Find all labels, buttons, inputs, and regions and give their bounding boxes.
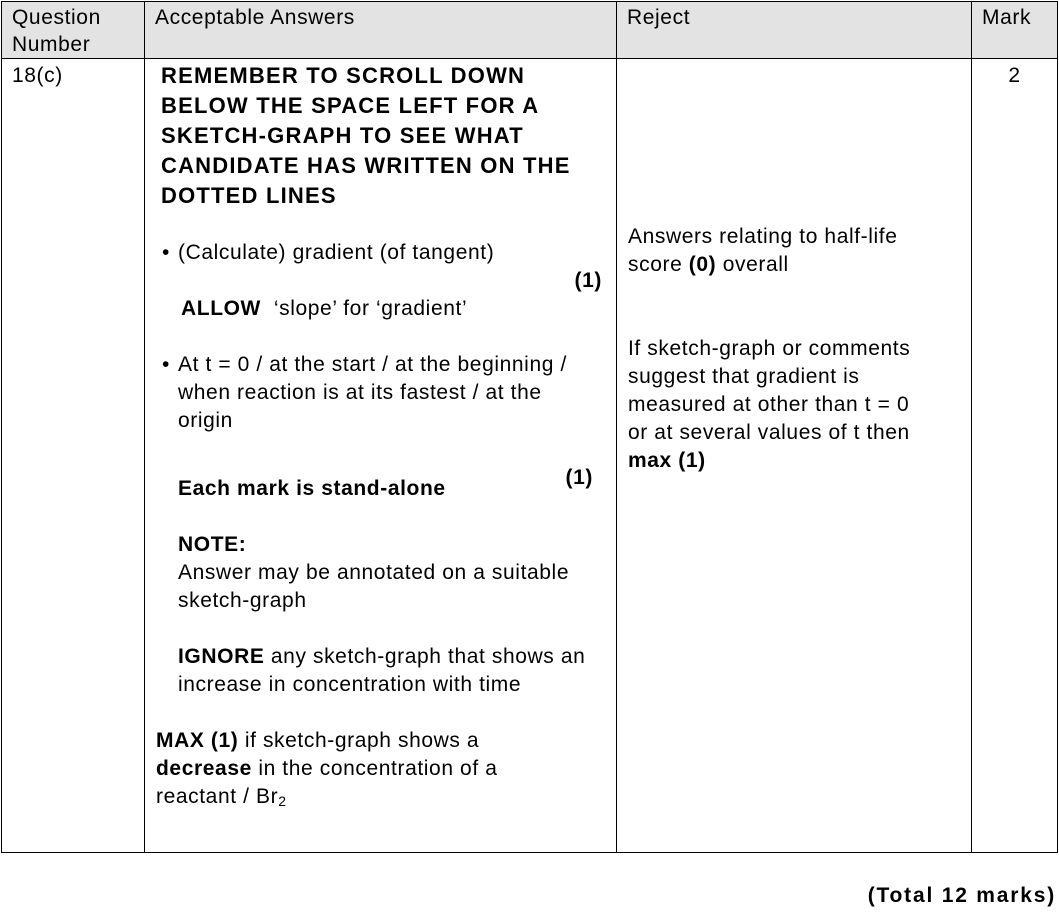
answer-bullet-start-mark: (1) [565, 466, 593, 489]
max-label: MAX (1) [156, 729, 239, 752]
max-line [156, 727, 576, 811]
allow-label: ALLOW [181, 297, 261, 320]
header-acceptable-answers: Acceptable Answers [145, 2, 617, 59]
reject-p2-bold: max (1) [628, 449, 706, 472]
header-mark: Mark [972, 2, 1058, 59]
bromine-subscript: 2 [278, 793, 287, 809]
reject-p1-bold: (0) [688, 253, 717, 276]
max-text-1: if sketch-graph shows a [244, 729, 480, 752]
allow-text: ‘slope’ for ‘gradient’ [273, 297, 468, 320]
answer-bullet-gradient-text: (Calculate) gradient (of tangent) [178, 241, 495, 264]
reject-p1-text-2: overall [722, 253, 789, 276]
acceptable-answers-cell [145, 59, 617, 853]
reject-p1-text-1: Answers relating to half-life score [628, 225, 898, 276]
ignore-text: any sketch-graph that shows an increase in concentration with time [178, 645, 586, 696]
answer-bullet-start-text: At t = 0 / at the start / at the beginning / when reaction is at its fastest / at the origin [178, 353, 567, 432]
header-reject: Reject [617, 2, 972, 59]
allow-line [156, 295, 606, 323]
note-label: NOTE: [178, 533, 247, 556]
answer-bullet-gradient [158, 239, 606, 267]
reject-half-life [628, 223, 958, 279]
total-marks: (Total 12 marks) [867, 884, 1056, 907]
ignore-label: IGNORE [178, 645, 265, 668]
question-number: 18(c) [2, 59, 145, 853]
table-header-row [2, 2, 1058, 59]
scroll-down-note: REMEMBER TO SCROLL DOWN BELOW THE SPACE LEFT FOR A SKETCH-GRAPH TO SEE WHAT CANDIDATE HAS WRITTEN ON THE DOTTED LINES [161, 63, 571, 208]
table-row [2, 59, 1058, 853]
answer-bullet-start [158, 351, 578, 435]
header-question-number: Question Number [2, 2, 145, 59]
reject-sketch-graph [628, 335, 918, 475]
standalone-note: Each mark is stand-alone [178, 477, 446, 500]
mark-scheme-table [1, 1, 1058, 853]
ignore-line [156, 643, 596, 699]
max-text-2: in the concentration of a reactant / Br [156, 757, 498, 808]
answer-bullet-gradient-mark: (1) [574, 269, 602, 292]
max-decrease: decrease [156, 757, 252, 780]
note-text: Answer may be annotated on a suitable sketch-graph [178, 561, 570, 612]
reject-cell [617, 59, 972, 853]
mark-value: 2 [972, 59, 1058, 853]
reject-p2-text: If sketch-graph or comments suggest that gradient is measured at other than t = 0 or at several values of t then [628, 337, 911, 444]
